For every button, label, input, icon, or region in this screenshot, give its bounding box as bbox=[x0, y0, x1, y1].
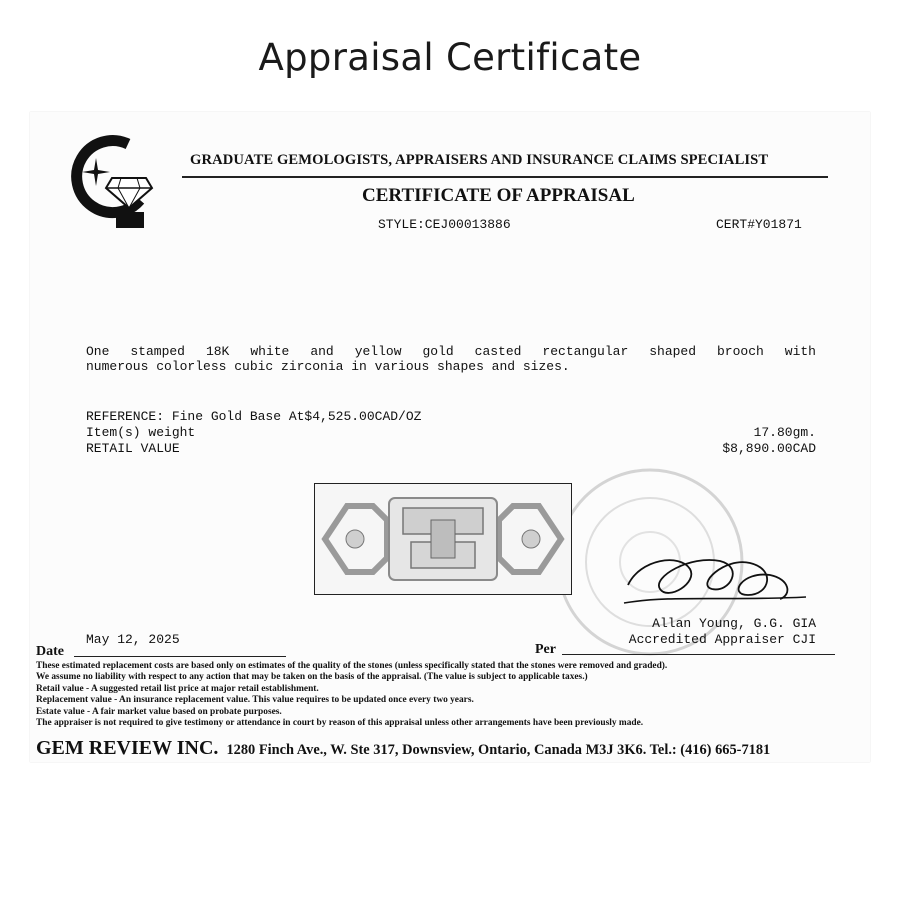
brooch-illustration bbox=[315, 484, 571, 594]
reference-line: REFERENCE: Fine Gold Base At$4,525.00CAD/OZ bbox=[86, 409, 422, 424]
page-title: Appraisal Certificate bbox=[258, 36, 642, 79]
brooch-photo bbox=[314, 483, 572, 595]
certificate-number: CERT#Y01871 bbox=[716, 217, 802, 232]
company-name: GEM REVIEW INC. bbox=[36, 737, 219, 759]
company-footer bbox=[36, 737, 770, 760]
appraiser-signature-block bbox=[629, 616, 816, 648]
issuer-line: GRADUATE GEMOLOGISTS, APPRAISERS AND INSURANCE CLAIMS SPECIALIST bbox=[190, 152, 769, 168]
per-label: Per bbox=[535, 642, 556, 657]
gem-diamond-logo-icon bbox=[66, 132, 156, 232]
appraiser-title: Accredited Appraiser CJI bbox=[628, 632, 816, 647]
disclaimer-line: Retail value - A suggested retail list price at major retail establishment. bbox=[36, 683, 319, 694]
disclaimer-line: The appraiser is not required to give testimony or attendance in court by reason of this appraisal unless other arrangements have been previously made. bbox=[36, 718, 644, 729]
certificate-title: CERTIFICATE OF APPRAISAL bbox=[362, 185, 635, 206]
retail-value-amount: $8,890.00CAD bbox=[722, 441, 816, 456]
disclaimer-line: These estimated replacement costs are based only on estimates of the quality of the stones (unless specifically stated that the stones were removed and graded). bbox=[36, 661, 668, 671]
disclaimer-line: We assume no liability with respect to any action that may be taken on the basis of the appraisal. (The value is subject to applicable taxes.) bbox=[36, 672, 588, 683]
weight-label: Item(s) weight bbox=[86, 425, 196, 440]
company-address: 1280 Finch Ave., W. Ste 317, Downsview, Ontario, Canada M3J 3K6. Tel.: (416) 665-7181 bbox=[226, 742, 771, 758]
disclaimer-line: Replacement value - An insurance replacement value. This value requires to be updated once every two years. bbox=[36, 695, 474, 706]
issuer-divider bbox=[182, 176, 828, 178]
date-label: Date bbox=[36, 644, 64, 659]
appraiser-name: Allan Young, G.G. GIA bbox=[652, 616, 816, 631]
retail-value-label: RETAIL VALUE bbox=[86, 441, 180, 456]
description-line-2: numerous colorless cubic zirconia in various shapes and sizes. bbox=[86, 359, 570, 374]
disclaimer-block bbox=[36, 661, 866, 729]
item-description bbox=[86, 344, 816, 374]
description-line-1: One stamped 18K white and yellow gold casted rectangular shaped brooch with bbox=[86, 344, 816, 359]
per-line bbox=[562, 654, 835, 655]
date-value: May 12, 2025 bbox=[86, 632, 180, 647]
weight-value: 17.80gm. bbox=[753, 425, 816, 440]
style-number: STYLE:CEJ00013886 bbox=[378, 217, 511, 232]
date-line bbox=[74, 656, 286, 657]
appraisal-certificate bbox=[30, 112, 870, 762]
signature-icon bbox=[620, 549, 810, 615]
disclaimer-line: Estate value - A fair market value based on probate purposes. bbox=[36, 706, 282, 717]
